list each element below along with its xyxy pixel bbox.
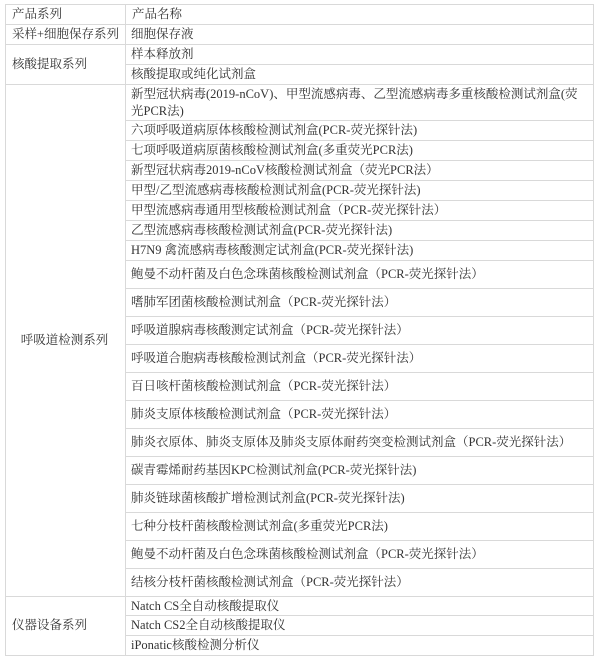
product-cell: 甲型流感病毒通用型核酸检测试剂盒（PCR-荧光探针法） bbox=[126, 200, 594, 220]
product-cell: 核酸提取或纯化试剂盒 bbox=[126, 64, 594, 84]
product-cell: 细胞保存液 bbox=[126, 25, 594, 45]
product-table-body bbox=[6, 25, 594, 656]
table-row bbox=[6, 44, 594, 64]
column-header-product-name: 产品名称 bbox=[126, 5, 594, 25]
product-cell: 鲍曼不动杆菌及白色念珠菌核酸检测试剂盒（PCR-荧光探针法） bbox=[126, 540, 594, 568]
product-cell: 呼吸道腺病毒核酸测定试剂盒（PCR-荧光探针法） bbox=[126, 316, 594, 344]
product-cell: 嗜肺军团菌核酸检测试剂盒（PCR-荧光探针法） bbox=[126, 288, 594, 316]
product-cell: 呼吸道合胞病毒核酸检测试剂盒（PCR-荧光探针法） bbox=[126, 344, 594, 372]
product-cell: Natch CS2全自动核酸提取仪 bbox=[126, 616, 594, 636]
table-row bbox=[6, 596, 594, 616]
column-header-series: 产品系列 bbox=[6, 5, 126, 25]
product-cell: 结核分枝杆菌核酸检测试剂盒（PCR-荧光探针法） bbox=[126, 568, 594, 596]
product-cell: 碳青霉烯耐药基因KPC检测试剂盒(PCR-荧光探针法) bbox=[126, 456, 594, 484]
product-cell: Natch CS全自动核酸提取仪 bbox=[126, 596, 594, 616]
product-cell: 乙型流感病毒核酸检测试剂盒(PCR-荧光探针法) bbox=[126, 220, 594, 240]
series-cell: 呼吸道检测系列 bbox=[6, 84, 126, 596]
series-cell: 核酸提取系列 bbox=[6, 44, 126, 84]
product-cell: iPonatic核酸检测分析仪 bbox=[126, 636, 594, 656]
table-header bbox=[6, 5, 594, 25]
table-row bbox=[6, 25, 594, 45]
product-cell: 肺炎链球菌核酸扩增检测试剂盒(PCR-荧光探针法) bbox=[126, 484, 594, 512]
product-cell: 百日咳杆菌核酸检测试剂盒（PCR-荧光探针法） bbox=[126, 372, 594, 400]
product-cell: 肺炎衣原体、肺炎支原体及肺炎支原体耐药突变检测试剂盒（PCR-荧光探针法） bbox=[126, 428, 594, 456]
product-cell: 新型冠状病毒(2019-nCoV)、甲型流感病毒、乙型流感病毒多重核酸检测试剂盒(荧光PCR法) bbox=[126, 84, 594, 121]
product-cell: H7N9 禽流感病毒核酸测定试剂盒(PCR-荧光探针法) bbox=[126, 240, 594, 260]
product-cell: 六项呼吸道病原体核酸检测试剂盒(PCR-荧光探针法) bbox=[126, 121, 594, 141]
product-cell: 新型冠状病毒2019-nCoV核酸检测试剂盒（荧光PCR法） bbox=[126, 161, 594, 181]
series-cell: 仪器设备系列 bbox=[6, 596, 126, 656]
header-row bbox=[6, 5, 594, 25]
table-row bbox=[6, 84, 594, 121]
product-cell: 鲍曼不动杆菌及白色念珠菌核酸检测试剂盒（PCR-荧光探针法） bbox=[126, 260, 594, 288]
product-cell: 样本释放剂 bbox=[126, 44, 594, 64]
product-cell: 甲型/乙型流感病毒核酸检测试剂盒(PCR-荧光探针法) bbox=[126, 181, 594, 201]
product-cell: 七项呼吸道病原菌核酸检测试剂盒(多重荧光PCR法) bbox=[126, 141, 594, 161]
product-cell: 七种分枝杆菌核酸检测试剂盒(多重荧光PCR法) bbox=[126, 512, 594, 540]
product-cell: 肺炎支原体核酸检测试剂盒（PCR-荧光探针法） bbox=[126, 400, 594, 428]
product-table bbox=[5, 4, 594, 656]
series-cell: 采样+细胞保存系列 bbox=[6, 25, 126, 45]
